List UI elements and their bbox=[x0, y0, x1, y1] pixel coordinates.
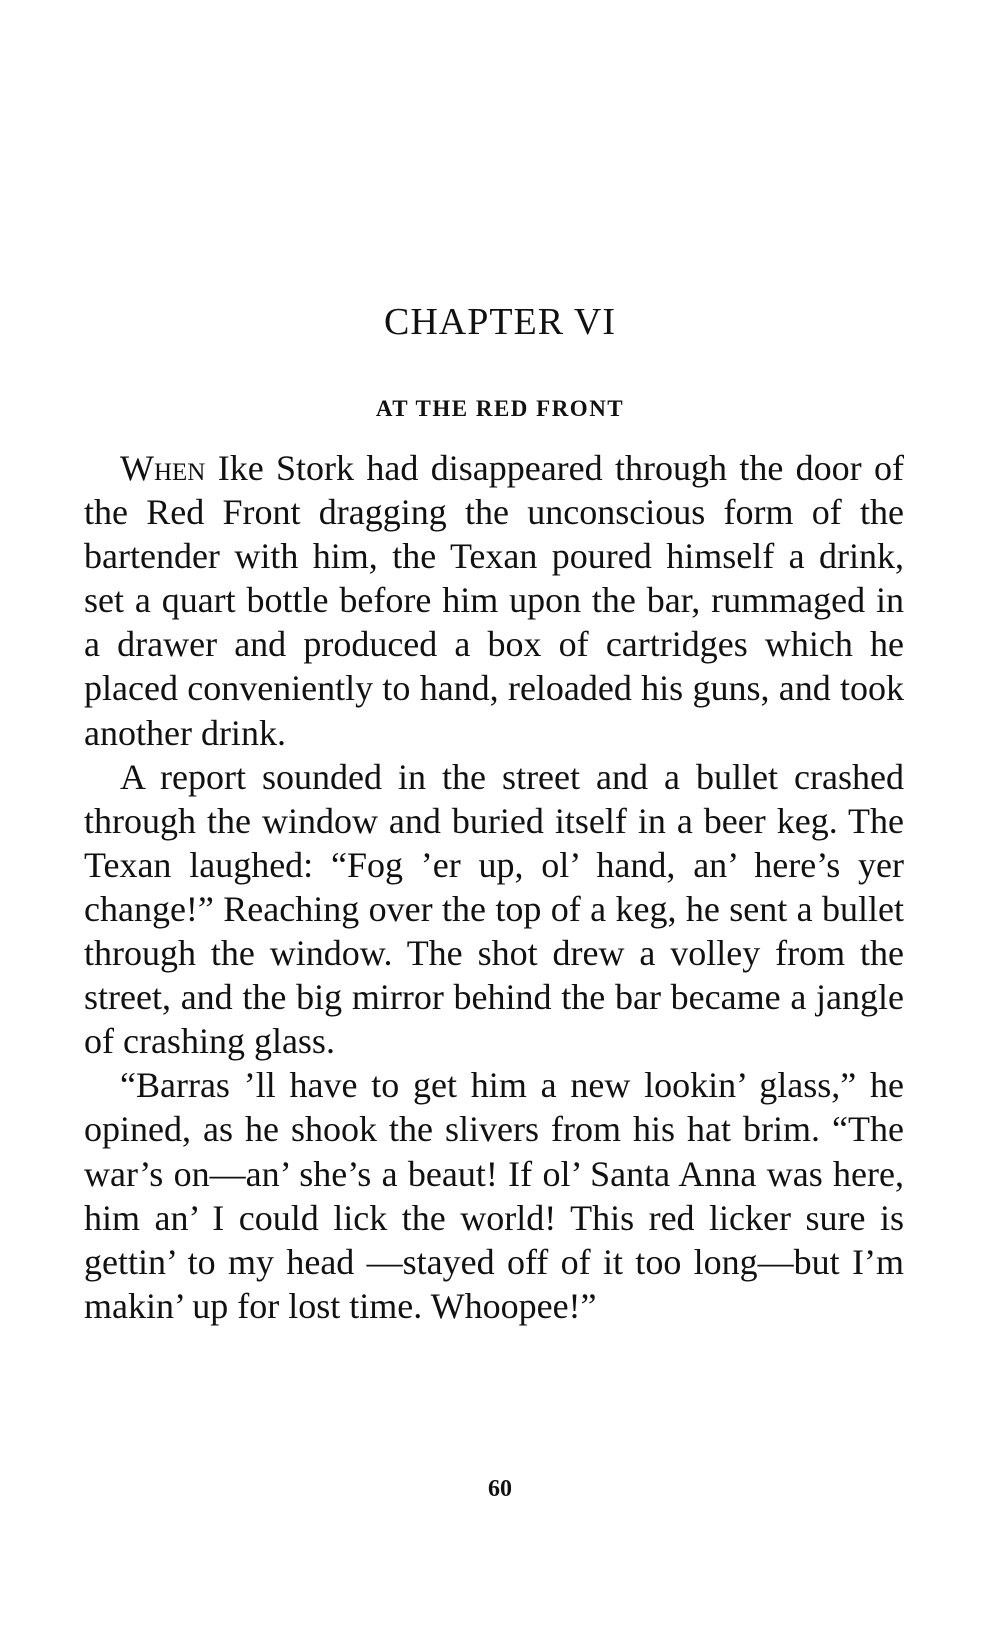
paragraph-text: A report sounded in the street and a bullet crashed through the window and buried itself in a beer keg. The Texan laughed: “Fog ’er up, ol’ hand, an’ here’s yer change!” Reaching over the top of a keg, he sent a bullet through the window. The shot drew a volley from the street, and the big mirror behind the bar became a jangle of crashing glass. bbox=[84, 756, 904, 1062]
chapter-body bbox=[84, 446, 904, 1328]
paragraph-text: Ike Stork had disappeared through the door of the Red Front dragging the unconscious form of the bartender with him, the Texan poured himself a drink, set a quart bottle before him upon the bar, rummaged in a drawer and produced a box of cartridges which he placed conveniently to hand, reloaded his guns, and took another drink. bbox=[84, 448, 904, 753]
chapter-subtitle: AT THE RED FRONT bbox=[375, 396, 625, 421]
page-number: 60 bbox=[488, 1476, 512, 1502]
paragraph-text: “Barras ’ll have to get him a new lookin’ glass,” he opined, as he shook the slivers from his hat brim. “The war’s on—an’ she’s a beaut! If ol’ Santa Anna was here, him an’ I could lick the world! This red licker sure is gettin’ to my head —stayed off of it too long—but I’m makin’ up for lost time. Whoopee!” bbox=[84, 1065, 904, 1326]
paragraph-2 bbox=[84, 755, 904, 1064]
paragraph-3 bbox=[84, 1063, 904, 1328]
paragraph-1 bbox=[84, 446, 904, 755]
chapter-title: CHAPTER VI bbox=[383, 301, 617, 343]
paragraph-lead-word: When bbox=[120, 448, 206, 488]
